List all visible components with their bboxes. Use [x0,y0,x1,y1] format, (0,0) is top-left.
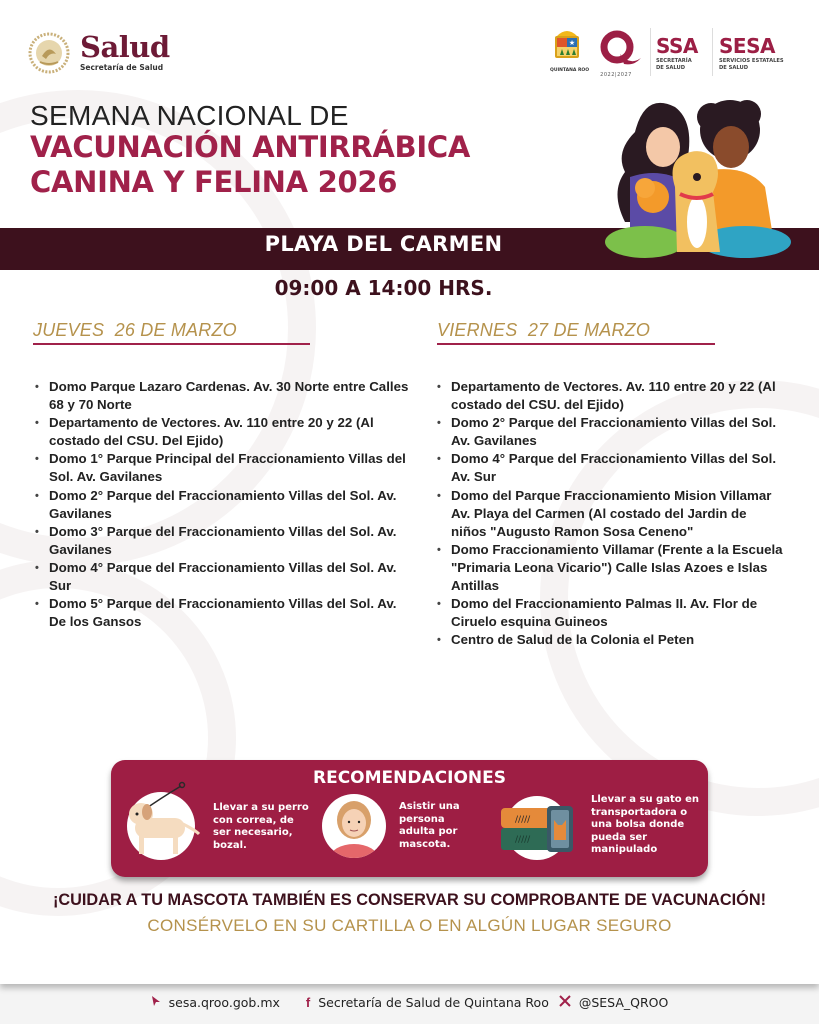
logo-divider [712,28,713,76]
ssa-logo-subtitle-1: SECRETARÍA [656,58,692,64]
list-item: • Domo Parque Lazaro Cardenas. Av. 30 Norte entre Calles 68 y 70 Norte [33,378,413,414]
x-handle-link[interactable]: @SESA_QROO [578,995,669,1010]
sesa-logo-text: SESA [719,34,775,58]
mexico-seal-icon [28,32,70,74]
quintana-roo-label: QUINTANA ROO [550,68,590,73]
list-item: • Domo 4° Parque del Fraccionamiento Villas del Sol. Av. Sur [435,450,785,486]
q-logo-years: 2022|2027 [600,72,632,78]
title-line-1: SEMANA NACIONAL DE [30,100,349,131]
day-heading-friday: VIERNES 27 DE MARZO [437,320,651,340]
list-item: • Domo del Parque Fraccionamiento Mision Villamar Av. Playa del Carmen (Al costado del Jardin de niños "Augusto Ramon Sosa Ceneno" [435,487,785,541]
sesa-logo-subtitle-2: DE SALUD [719,64,749,71]
locations-list-friday [435,378,785,649]
quintana-roo-shield-icon [550,28,590,73]
list-item: • Domo 2° Parque del Fraccionamiento Villas del Sol. Av. Gavilanes [435,414,785,450]
day-underline [437,343,715,345]
location-title: PLAYA DEL CARMEN [264,232,503,256]
list-item: • Domo del Fraccionamiento Palmas II. Av. Flor de Ciruelo esquina Guineos [435,595,785,631]
svg-text://///: ///// [515,835,531,845]
dog-leash-icon [127,792,195,860]
list-item: • Centro de Salud de la Colonia el Peten [435,631,785,649]
recommendation-text-dog: Llevar a su perro con correa, de ser necesario, bozal. [213,802,309,851]
recommendations-title: RECOMENDACIONES [313,768,506,788]
cursor-icon [151,995,161,1010]
recommendation-text-cat: Llevar a su gato en transportadora o una bolsa donde pueda ser manipulado [591,794,699,855]
hours-text: 09:00 A 14:00 HRS. [274,276,493,300]
day-heading-thursday: JUEVES 26 DE MARZO [33,320,237,340]
title-line-2: VACUNACIÓN ANTIRRÁBICA [30,130,470,164]
list-item: • Departamento de Vectores. Av. 110 entre 20 y 22 (Al costado del CSU. Del Ejido) [33,414,413,450]
x-icon [559,995,571,1010]
list-item: • Departamento de Vectores. Av. 110 entre 20 y 22 (Al costado del CSU. del Ejido) [435,378,785,414]
title-line-3: CANINA Y FELINA 2026 [30,165,398,199]
svg-text://///: ///// [515,815,531,825]
day-underline [33,343,310,345]
cat-carrier-icon [505,796,569,860]
ssa-logo-text: SSA [656,34,698,58]
adult-person-icon [322,794,386,858]
sesa-logo-subtitle-1: SERVICIOS ESTATALES [719,58,784,64]
family-pets-illustration [605,92,795,260]
footer-contact [0,994,819,1010]
sesa-logo [719,34,784,71]
slogan-text: ¡CUIDAR A TU MASCOTA TAMBIÉN ES CONSERVAR SU COMPROBANTE DE VACUNACIÓN! [52,891,767,909]
q-logo-icon [596,30,642,78]
salud-logo-text: Salud [80,30,170,64]
salud-logo-subtitle: Secretaría de Salud [80,63,164,72]
list-item: • Domo 5° Parque del Fraccionamiento Villas del Sol. Av. De los Gansos [33,595,413,631]
list-item: • Domo 4° Parque del Fraccionamiento Villas del Sol. Av. Sur [33,559,413,595]
ssa-logo [656,34,698,71]
list-item: • Domo 1° Parque Principal del Fraccionamiento Villas del Sol. Av. Gavilanes [33,450,413,486]
ssa-logo-subtitle-2: DE SALUD [656,64,686,71]
logo-divider [650,28,651,76]
svg-text:★: ★ [568,39,576,47]
facebook-icon: f [305,995,311,1010]
locations-list-thursday [33,378,413,631]
list-item: • Domo 2° Parque del Fraccionamiento Villas del Sol. Av. Gavilanes [33,487,413,523]
slogan-subtext: CONSÉRVELO EN SU CARTILLA O EN ALGÚN LUGAR SEGURO [147,916,672,935]
recommendations-box [111,760,708,877]
recommendation-text-adult: Asistir una persona adulta por mascota. [399,801,460,850]
website-link[interactable]: sesa.qroo.gob.mx [168,995,280,1010]
facebook-link[interactable]: Secretaría de Salud de Quintana Roo [318,995,549,1010]
list-item: • Domo 3° Parque del Fraccionamiento Villas del Sol. Av. Gavilanes [33,523,413,559]
list-item: • Domo Fraccionamiento Villamar (Frente a la Escuela "Primaria Leona Vicario") Calle Islas Azoes e Islas Antillas [435,541,785,595]
